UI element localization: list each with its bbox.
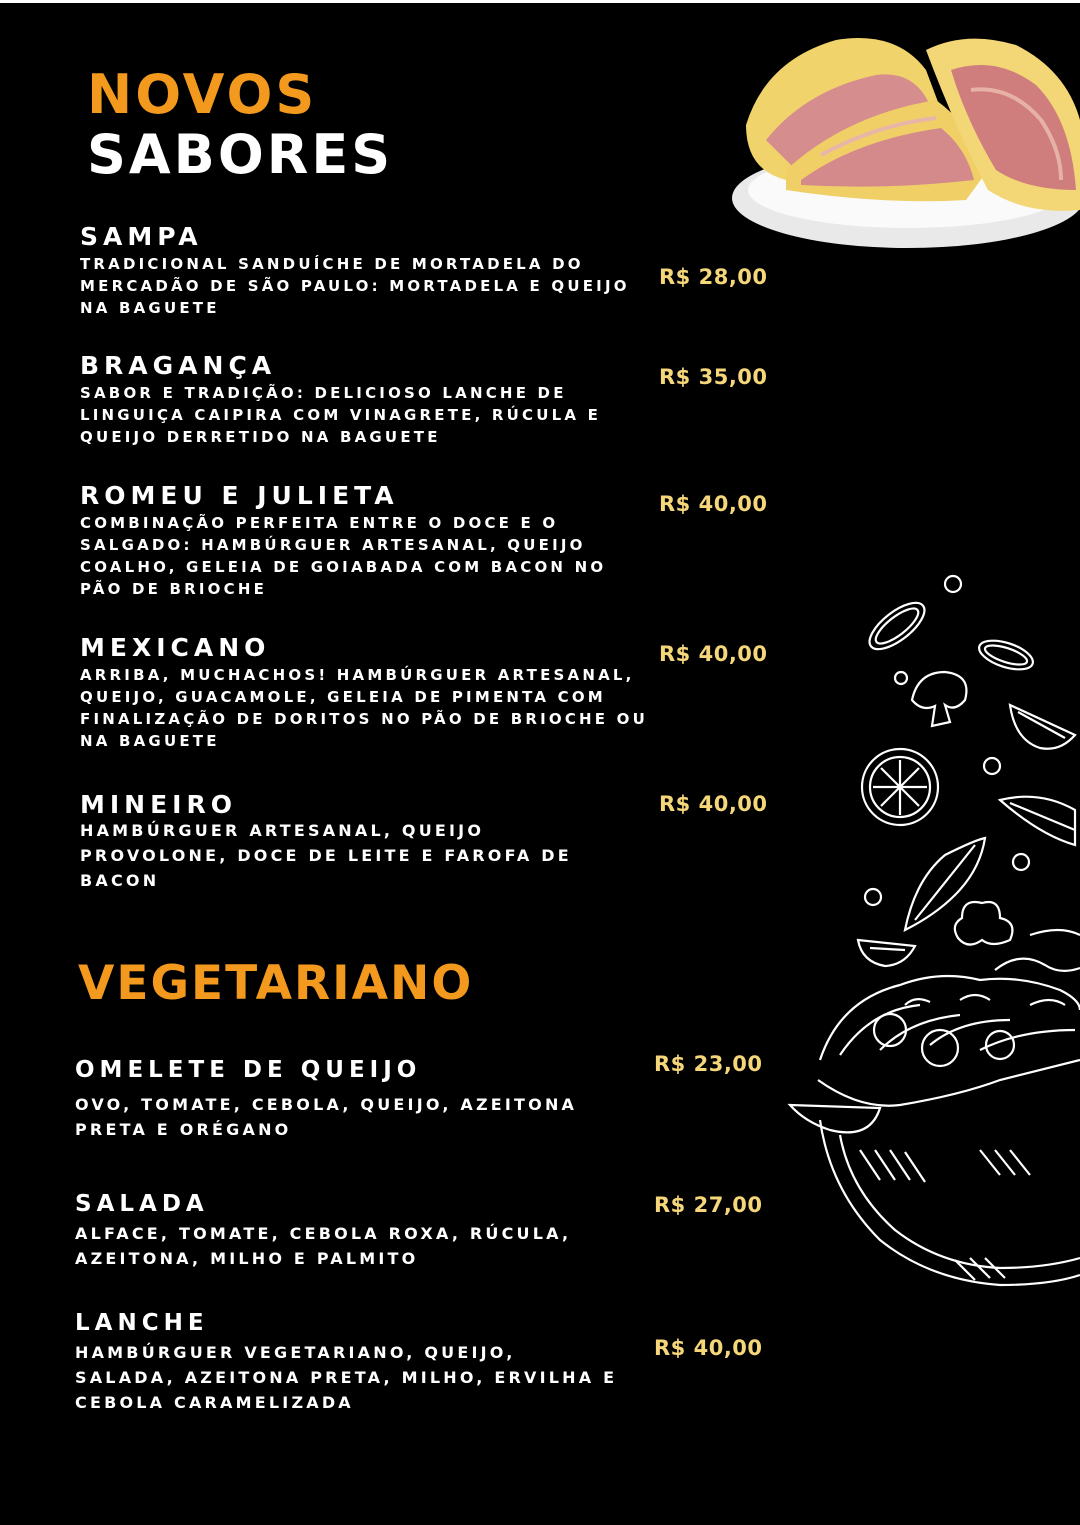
item-name: LANCHE (75, 1310, 209, 1336)
item-name: BRAGANÇA (80, 351, 277, 380)
salad-bowl-illustration (785, 570, 1080, 1290)
item-price: R$ 35,00 (659, 365, 768, 389)
item-name: SALADA (75, 1191, 209, 1217)
item-price: R$ 40,00 (659, 792, 768, 816)
heading-novos: NOVOS (87, 63, 318, 126)
item-name: SAMPA (80, 222, 203, 251)
item-price: R$ 28,00 (659, 265, 768, 289)
item-name: ROMEU E JULIETA (80, 481, 399, 510)
item-desc: ARRIBA, MUCHACHOS! HAMBÚRGUER ARTESANAL, QUEIJO, GUACAMOLE, GELEIA DE PIMENTA COM FINALIZAÇÃO DE DORITOS NO PÃO DE BRIOCHE OU NA BAGUETE (80, 666, 648, 750)
item-price: R$ 40,00 (659, 642, 768, 666)
heading-sabores: SABORES (87, 123, 394, 186)
item-desc: TRADICIONAL SANDUÍCHE DE MORTADELA DO MERCADÃO DE SÃO PAULO: MORTADELA E QUEIJO NA BAGUETE (80, 255, 630, 317)
item-name: OMELETE DE QUEIJO (75, 1057, 422, 1083)
top-border (0, 0, 1080, 3)
item-price: R$ 27,00 (654, 1193, 763, 1217)
item-desc: HAMBÚRGUER VEGETARIANO, QUEIJO, SALADA, AZEITONA PRETA, MILHO, ERVILHA E CEBOLA CARAMELIZADA (75, 1343, 618, 1412)
item-desc: OVO, TOMATE, CEBOLA, QUEIJO, AZEITONA PRETA E ORÉGANO (75, 1095, 578, 1139)
sandwich-image (726, 30, 1080, 255)
item-desc: ALFACE, TOMATE, CEBOLA ROXA, RÚCULA, AZEITONA, MILHO E PALMITO (75, 1224, 572, 1268)
item-desc: COMBINAÇÃO PERFEITA ENTRE O DOCE E O SALGADO: HAMBÚRGUER ARTESANAL, QUEIJO COALHO, GELEIA DE GOIABADA COM BACON NO PÃO DE BRIOCHE (80, 514, 607, 598)
item-name: MEXICANO (80, 633, 271, 662)
item-price: R$ 23,00 (654, 1052, 763, 1076)
heading-vegetariano: VEGETARIANO (78, 956, 474, 1011)
item-name: MINEIRO (80, 790, 237, 819)
item-desc: SABOR E TRADIÇÃO: DELICIOSO LANCHE DE LINGUIÇA CAIPIRA COM VINAGRETE, RÚCULA E QUEIJO DERRETIDO NA BAGUETE (80, 384, 602, 446)
item-desc: HAMBÚRGUER ARTESANAL, QUEIJO PROVOLONE, DOCE DE LEITE E FAROFA DE BACON (80, 821, 572, 890)
item-price: R$ 40,00 (654, 1336, 763, 1360)
item-price: R$ 40,00 (659, 492, 768, 516)
